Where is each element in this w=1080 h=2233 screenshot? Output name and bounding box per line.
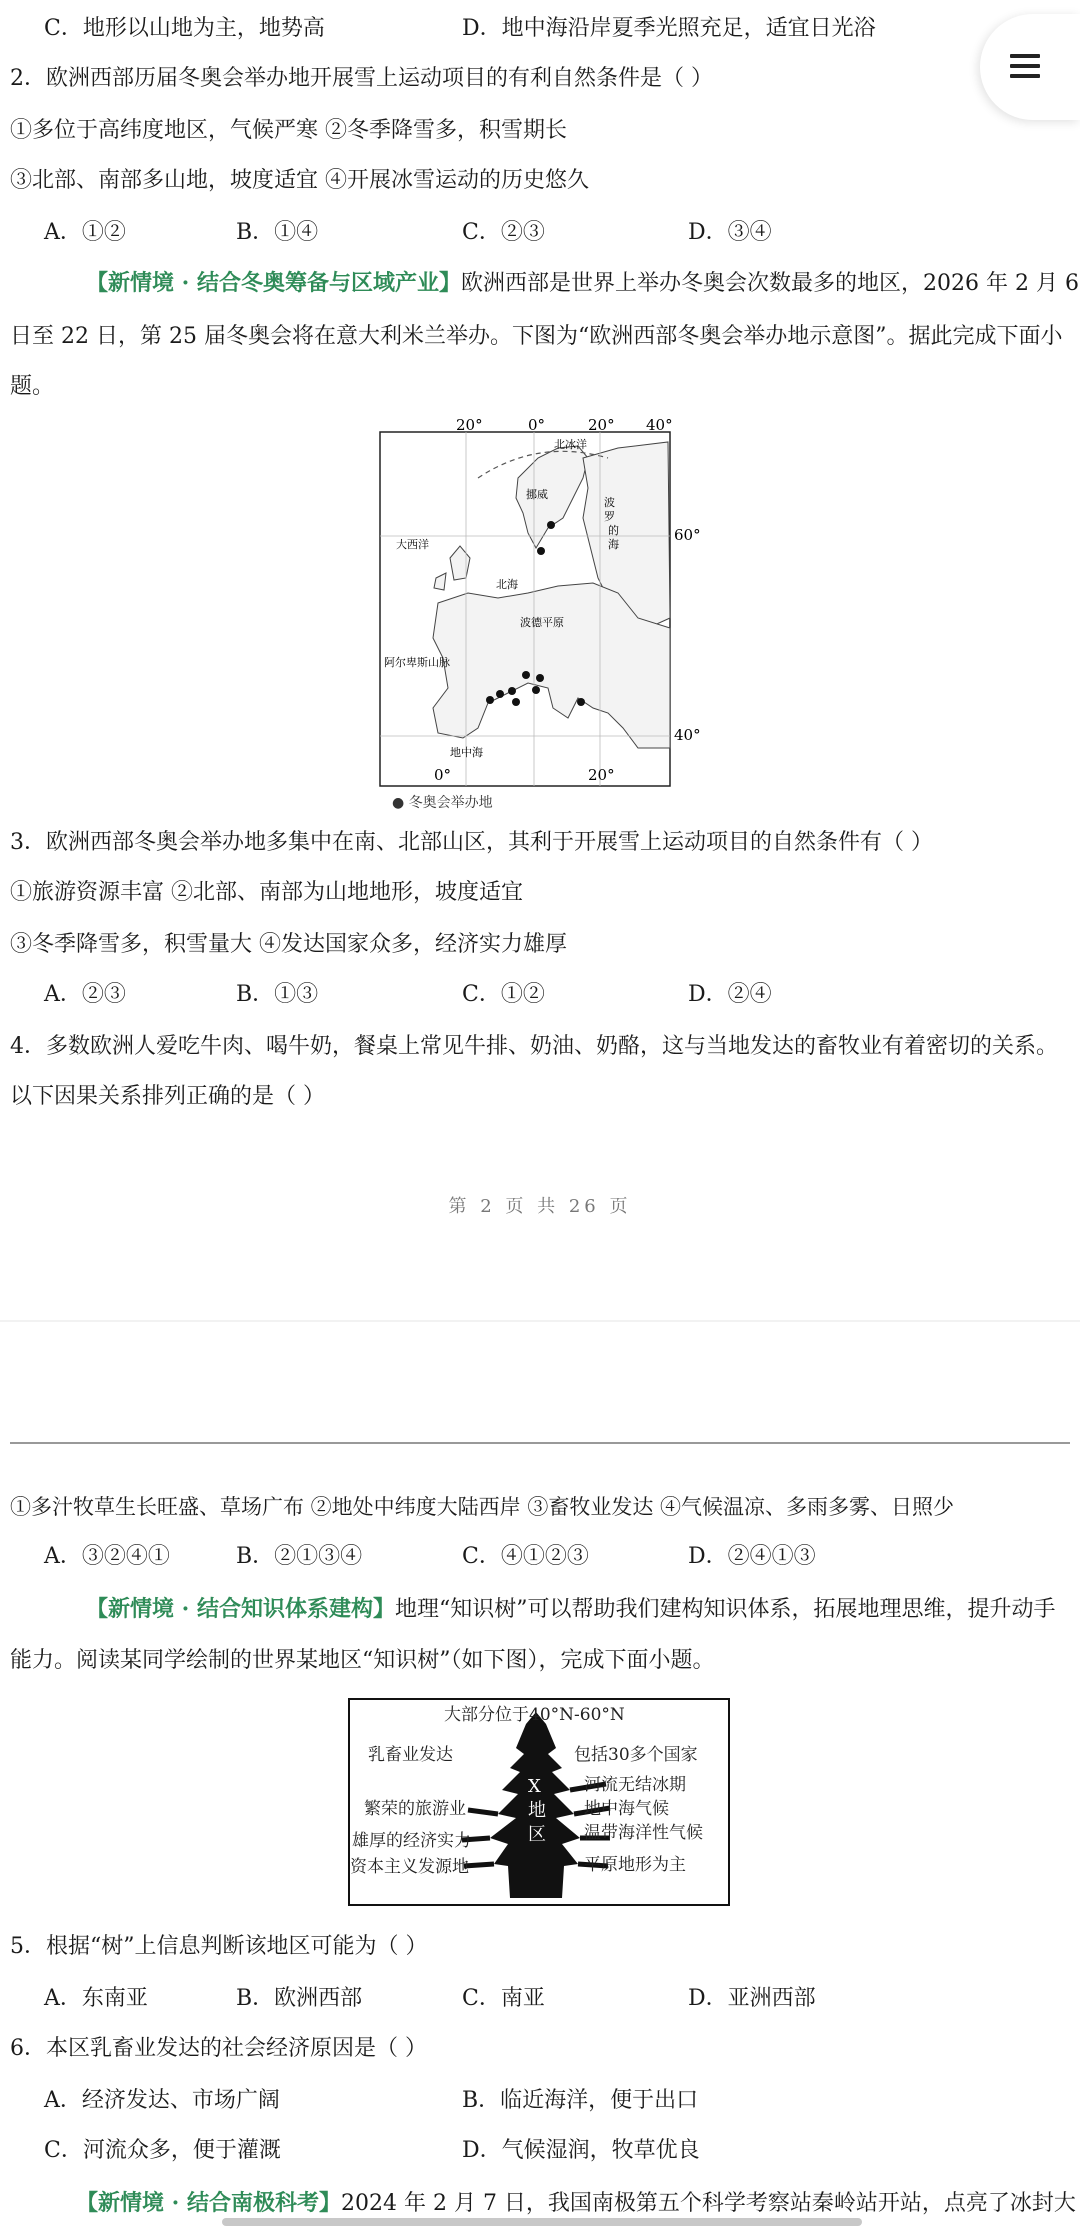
tree-left-2: 繁荣的旅游业 <box>364 1799 466 1819</box>
tree-right-4: 温带海洋性气候 <box>584 1823 703 1843</box>
context-3-tag: 【新情境 · 结合南极科考】 <box>76 2190 341 2216</box>
europe-winter-olympics-map <box>378 416 701 788</box>
tree-right-1: 包括30多个国家 <box>574 1745 698 1765</box>
host-marker <box>522 671 530 679</box>
q2-stem: 2．欧洲西部历届冬奥会举办地开展雪上运动项目的有利自然条件是（ ） <box>10 66 713 91</box>
page-footer: 第 2 页 共 26 页 <box>448 1196 632 1217</box>
q4-stem-line-1: 4．多数欧洲人爱吃牛肉、喝牛奶，餐桌上常见牛排、奶油、奶酪，这与当地发达的畜牧业有着密切的关系。 <box>10 1034 1059 1059</box>
lon-label: 20° <box>588 416 615 434</box>
q3-statement-2: ③冬季降雪多，积雪量大 ④发达国家众多，经济实力雄厚 <box>10 932 567 957</box>
context-1-tag: 【新情境 · 结合冬奥筹备与区域产业】 <box>86 270 461 296</box>
q6-stem: 6．本区乳畜业发达的社会经济原因是（ ） <box>10 2036 427 2061</box>
q5-option-d: D．亚洲西部 <box>688 1986 816 2011</box>
q4-option-a: A．③②④① <box>44 1544 170 1569</box>
q5-option-c: C．南亚 <box>462 1986 545 2011</box>
lon-label: 0° <box>434 766 452 784</box>
host-marker <box>486 696 494 704</box>
q6-option-c: C．河流众多，便于灌溉 <box>44 2138 281 2163</box>
q5-option-b: B．欧洲西部 <box>236 1986 363 2011</box>
context-3-line-1: 【新情境 · 结合南极科考】2024 年 2 月 7 日，我国南极第五个科学考察站秦岭站开站，点亮了冰封大 <box>76 2190 1076 2216</box>
q6-option-d: D．气候湿润，牧草优良 <box>462 2138 700 2163</box>
host-marker <box>537 547 545 555</box>
lon-label: 20° <box>588 766 615 784</box>
host-marker <box>577 698 585 706</box>
map-label-alps: 阿尔卑斯山脉 <box>384 656 450 669</box>
q6-option-b: B．临近海洋，便于出口 <box>462 2088 699 2113</box>
q1-option-c: C．地形以山地为主，地势高 <box>44 16 325 41</box>
tree-right-2: 河流无结冰期 <box>584 1775 686 1795</box>
q1-option-d: D．地中海沿岸夏季光照充足，适宜日光浴 <box>462 16 876 41</box>
tree-left-1: 乳畜业发达 <box>368 1745 453 1765</box>
map-label-north-sea: 北海 <box>496 578 518 591</box>
map-label-baltic: 波 <box>604 496 615 509</box>
host-marker <box>532 686 540 694</box>
hamburger-menu-icon <box>1010 54 1040 78</box>
lat-label: 60° <box>674 526 701 544</box>
q3-statement-1: ①旅游资源丰富 ②北部、南部为山地地形，坡度适宜 <box>10 880 523 905</box>
host-marker <box>496 690 504 698</box>
map-label-norway: 挪威 <box>526 488 548 501</box>
q4-option-c: C．④①②③ <box>462 1544 589 1569</box>
horizontal-scrollbar[interactable] <box>222 2218 862 2226</box>
lat-label: 40° <box>674 726 701 744</box>
q5-stem: 5．根据“树”上信息判断该地区可能为（ ） <box>10 1934 428 1959</box>
q3-option-a: A．②③ <box>44 982 126 1007</box>
map-label-mediterranean: 地中海 <box>450 746 483 759</box>
q3-option-b: B．①③ <box>236 982 319 1007</box>
tree-trunk-text: 区 <box>528 1824 546 1845</box>
q4-option-b: B．②①③④ <box>236 1544 363 1569</box>
q2-statement-2: ③北部、南部多山地，坡度适宜 ④开展冰雪运动的历史悠久 <box>10 168 589 193</box>
context-2-line-2: 能力。阅读某同学绘制的世界某地区“知识树”（如下图），完成下面小题。 <box>10 1648 715 1673</box>
tree-trunk-text: 地 <box>528 1800 546 1821</box>
map-label-baltic: 海 <box>608 538 619 551</box>
q2-option-a: A．①② <box>44 220 126 245</box>
tree-left-3: 雄厚的经济实力 <box>352 1831 471 1851</box>
lon-label: 20° <box>456 416 483 434</box>
q2-option-c: C．②③ <box>462 220 545 245</box>
tree-right-5: 平原地形为主 <box>584 1855 686 1875</box>
host-marker <box>508 687 516 695</box>
tree-right-3: 地中海气候 <box>584 1799 669 1819</box>
q3-option-c: C．①② <box>462 982 545 1007</box>
page-divider <box>10 1442 1070 1444</box>
lon-label: 40° <box>646 416 673 434</box>
map-label-arctic: 北冰洋 <box>554 438 587 451</box>
tree-trunk-text: X <box>528 1776 541 1797</box>
host-marker <box>512 698 520 706</box>
host-marker <box>536 674 544 682</box>
q4-stem-line-2: 以下因果关系排列正确的是（ ） <box>10 1084 325 1109</box>
host-marker <box>547 521 555 529</box>
map-label-baltic: 的 <box>608 524 619 537</box>
page-gap <box>0 1320 1080 1322</box>
tree-top-label: 大部分位于40°N-60°N <box>444 1705 625 1725</box>
context-2-tag: 【新情境 · 结合知识体系建构】 <box>86 1596 395 1622</box>
context-2-line-1: 【新情境 · 结合知识体系建构】地理“知识树”可以帮助我们建构知识体系，拓展地理思维，提升动手 <box>86 1596 1056 1622</box>
q3-option-d: D．②④ <box>688 982 772 1007</box>
q3-stem: 3．欧洲西部冬奥会举办地多集中在南、北部山区，其利于开展雪上运动项目的自然条件有（ ） <box>10 830 933 855</box>
q6-option-a: A．经济发达、市场广阔 <box>44 2088 280 2113</box>
map-label-plain: 波德平原 <box>520 616 564 629</box>
map-legend: ● 冬奥会举办地 <box>392 795 493 811</box>
q5-option-a: A．东南亚 <box>44 1986 148 2011</box>
context-1-line-1: 【新情境 · 结合冬奥筹备与区域产业】欧洲西部是世界上举办冬奥会次数最多的地区，2026 年 2 月 6 <box>86 270 1079 296</box>
tree-left-4: 资本主义发源地 <box>350 1857 469 1877</box>
q2-option-b: B．①④ <box>236 220 319 245</box>
map-label-atlantic: 大西洋 <box>396 538 429 551</box>
q4-option-d: D．②④①③ <box>688 1544 816 1569</box>
menu-button[interactable] <box>980 14 1080 120</box>
context-1-line-3: 题。 <box>10 374 55 399</box>
knowledge-tree-figure <box>348 1698 730 1906</box>
context-1-line-2: 日至 22 日，第 25 届冬奥会将在意大利米兰举办。下图为“欧洲西部冬奥会举办地示意图”。据此完成下面小 <box>10 324 1063 349</box>
q4-statements: ①多汁牧草生长旺盛、草场广布 ②地处中纬度大陆西岸 ③畜牧业发达 ④气候温凉、多雨多雾、日照少 <box>10 1495 955 1519</box>
lon-label: 0° <box>528 416 546 434</box>
q2-statement-1: ①多位于高纬度地区，气候严寒 ②冬季降雪多，积雪期长 <box>10 118 567 143</box>
q2-option-d: D．③④ <box>688 220 772 245</box>
map-label-baltic: 罗 <box>604 510 615 523</box>
